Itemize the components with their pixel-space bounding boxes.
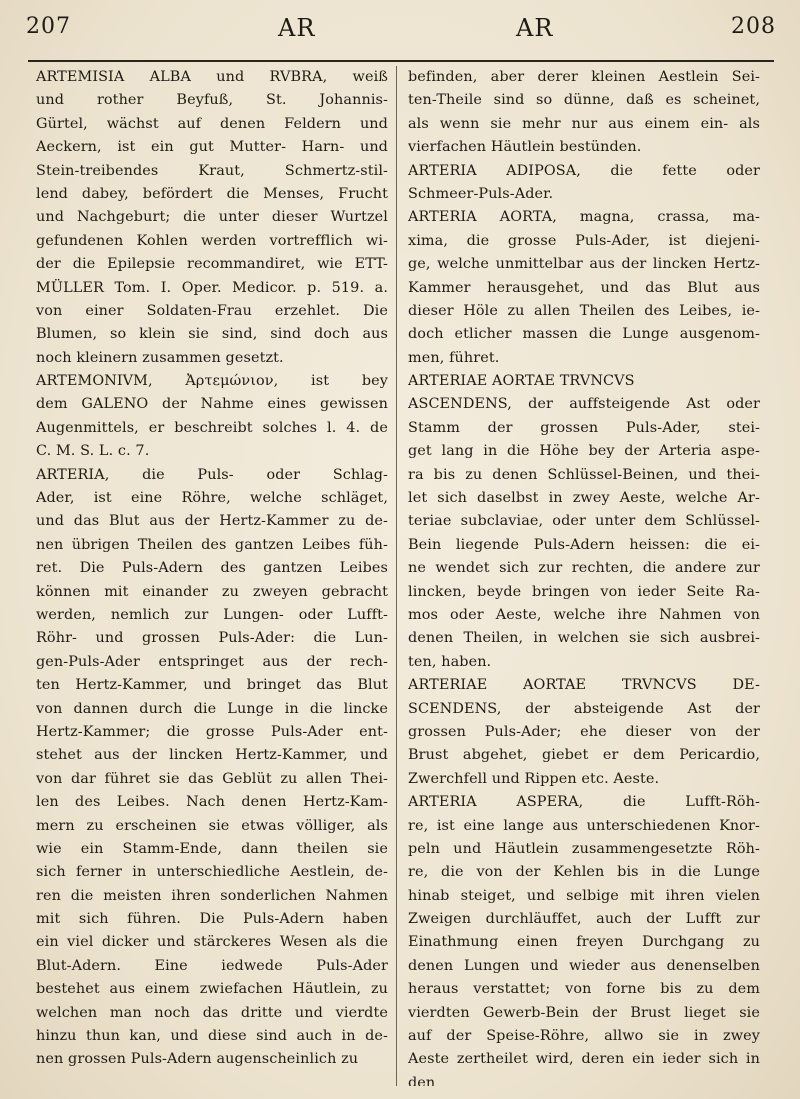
text-line: wie ein Stamm-Ende, dann theilen sie <box>36 840 388 857</box>
text-line: let sich daselbst in zwey Aeste, welche Ar- <box>408 490 760 507</box>
text-line: peln und Häutlein zusammengesetzte Röh- <box>408 840 760 857</box>
text-line: Ader, ist eine Röhre, welche schläget, <box>36 490 388 507</box>
text-line: lend dabey, befördert die Menses, Frucht <box>36 185 388 202</box>
text-line: lincken, beyde bringen von ieder Seite Ra- <box>408 583 760 600</box>
text-line: ARTERIA ASPERA, die Lufft-Röh- <box>408 794 760 811</box>
left-column <box>36 66 388 1086</box>
text-line: ARTERIA, die Puls- oder Schlag- <box>36 466 388 483</box>
text-line: ret. Die Puls-Adern des gantzen Leibes <box>36 560 388 577</box>
text-line: von dannen durch die Lunge in die lincke <box>36 700 388 717</box>
text-line: ra bis zu denen Schlüssel-Beinen, und thei- <box>408 466 760 483</box>
text-line: Stein-treibendes Kraut, Schmertz-stil- <box>36 162 388 179</box>
text-line: Zweigen durchläuffet, auch der Lufft zur <box>408 911 760 928</box>
text-line: nen grossen Puls-Adern augenscheinlich zu <box>36 1051 359 1068</box>
text-line: gen-Puls-Ader entspringet aus der rech- <box>36 653 388 670</box>
text-line: ARTEMONIVM, Ἀρτεμώνιον, ist bey <box>36 373 388 390</box>
text-line: Blut-Adern. Eine iedwede Puls-Ader <box>36 957 388 974</box>
text-line: grossen Puls-Ader; ehe dieser von der <box>408 723 760 740</box>
column-divider <box>396 66 397 1086</box>
right-column <box>408 66 760 1086</box>
text-line: Bein liegende Puls-Adern heissen: die ei- <box>408 536 760 553</box>
text-line: vierfachen Häutlein bestünden. <box>408 139 642 156</box>
text-line: Röhr- und grossen Puls-Ader: die Lun- <box>36 630 388 647</box>
text-line: von dar führet sie das Geblüt zu allen Thei- <box>36 770 388 787</box>
text-line: nen übrigen Theilen des gantzen Leibes füh- <box>36 536 388 553</box>
running-header <box>24 8 784 48</box>
text-line: ARTERIA ADIPOSA, die fette oder <box>408 162 760 179</box>
text-line: ARTERIA AORTA, magna, crassa, ma- <box>408 209 760 226</box>
text-line: von einer Soldaten-Frau erzehlet. Die <box>36 302 388 319</box>
text-line: len des Leibes. Nach denen Hertz-Kam- <box>36 794 388 811</box>
text-line: re, ist eine lange aus unterschiedenen Knor- <box>408 817 760 834</box>
text-line: stehet aus der lincken Hertz-Kammer, und <box>36 747 388 764</box>
text-line: vierdten Gewerb-Bein der Brust lieget sie <box>408 1004 760 1021</box>
text-line: ARTERIAE AORTAE TRVNCVS DE- <box>408 677 760 694</box>
text-line: re, die von der Kehlen bis in die Lunge <box>408 864 760 881</box>
text-line: heraus verstattet; von forne bis zu dem <box>408 981 760 998</box>
text-line: Kammer herausgehet, und das Blut aus <box>408 279 760 296</box>
text-line: ten, haben. <box>408 653 492 670</box>
text-line: auf der Speise-Röhre, allwo sie in zwey <box>408 1028 760 1045</box>
text-line: der die Epilepsie recommandiret, wie ETT- <box>36 256 388 273</box>
text-line: Gürtel, wächst auf denen Feldern und <box>36 115 388 132</box>
text-line: bestehet aus einem zwiefachen Häutlein, zu <box>36 981 388 998</box>
text-line: Blumen, so klein sie sind, sind doch aus <box>36 326 388 343</box>
text-line: Zwerchfell und Rippen etc. Aeste. <box>408 770 660 787</box>
text-line: hinzu thun kan, und diese sind auch in de- <box>36 1028 388 1045</box>
text-line: sich ferner in unterschiedliche Aestlein, de- <box>36 864 388 881</box>
text-line: get lang in die Höhe bey der Arteria aspe- <box>408 443 760 460</box>
text-line: Augenmittels, er beschreibt solches l. 4. de <box>36 419 388 436</box>
text-line: ARTERIAE AORTAE TRVNCVS <box>408 373 635 390</box>
text-line: doch etlicher massen die Lunge ausgenom- <box>408 326 760 343</box>
text-line: Stamm der grossen Puls-Ader, stei- <box>408 419 760 436</box>
text-line: und rother Beyfuß, St. Johannis- <box>36 92 388 109</box>
text-line: denen Lungen und wieder aus denenselben <box>408 957 760 974</box>
text-line: welchen man noch das dritte und vierdte <box>36 1004 388 1021</box>
text-line: xima, die grosse Puls-Ader, ist diejeni- <box>408 232 760 249</box>
text-line: Aeckern, ist ein gut Mutter- Harn- und <box>36 139 388 156</box>
text-line: ten-Theile sind so dünne, daß es scheinet, <box>408 92 760 109</box>
header-rule <box>28 60 774 62</box>
text-line: Brust abgehet, giebet er dem Pericardio, <box>408 747 760 764</box>
text-line: und das Blut aus der Hertz-Kammer zu de- <box>36 513 388 530</box>
text-line: Aeste zertheilet wird, deren ein ieder sich in <box>408 1051 760 1068</box>
text-line: ten Hertz-Kammer, und bringet das Blut <box>36 677 388 694</box>
text-line: mit sich führen. Die Puls-Adern haben <box>36 911 388 928</box>
text-line: den <box>408 1074 436 1086</box>
text-line: werden, nemlich zur Lungen- oder Lufft- <box>36 606 388 623</box>
text-line: gefundenen Kohlen werden vortrefflich wi- <box>36 232 388 249</box>
text-line: hinab steiget, und selbige mit ihren vielen <box>408 887 760 904</box>
text-line: befinden, aber derer kleinen Aestlein Sei- <box>408 69 760 85</box>
text-line: MÜLLER Tom. I. Oper. Medicor. p. 519. a. <box>36 279 388 296</box>
text-line: und Nachgeburt; die unter dieser Wurtzel <box>36 209 388 226</box>
text-line: ge, welche unmittelbar aus der lincken Hertz- <box>408 256 760 273</box>
text-line: ein viel dicker und stärckeres Wesen als die <box>36 934 388 951</box>
text-line: ren die meisten ihren sonderlichen Nahmen <box>36 887 388 904</box>
text-line: Einathmung einen freyen Durchgang zu <box>408 934 760 951</box>
text-line: mos oder Aeste, welche ihre Nahmen von <box>408 606 760 623</box>
page-number-right: 208 <box>731 14 776 39</box>
page-number-left: 207 <box>26 14 71 39</box>
text-line: dieser Höle zu allen Theilen des Leibes, ie- <box>408 302 760 319</box>
text-line: ne wendet sich zur rechten, die andere zur <box>408 560 760 577</box>
text-line: C. M. S. L. c. 7. <box>36 443 150 460</box>
text-line: mern zu erscheinen sie etwas völliger, als <box>36 817 388 834</box>
column-heading-left: AR <box>278 14 316 42</box>
text-line: denen Theilen, in welchen sie sich ausbrei- <box>408 630 760 647</box>
text-line: ARTEMISIA ALBA und RVBRA, weiß <box>36 69 388 85</box>
text-line: ASCENDENS, der auffsteigende Ast oder <box>408 396 760 413</box>
text-line: Schmeer-Puls-Ader. <box>408 185 554 202</box>
text-line: teriae subclaviae, oder unter dem Schlüssel- <box>408 513 760 530</box>
text-line: Hertz-Kammer; die grosse Puls-Ader ent- <box>36 723 388 740</box>
text-line: noch kleinern zusammen gesetzt. <box>36 349 284 366</box>
column-heading-right: AR <box>516 14 554 42</box>
text-line: als wenn sie mehr nur aus einem ein- als <box>408 115 760 132</box>
text-line: SCENDENS, der absteigende Ast der <box>408 700 760 717</box>
text-line: dem GALENO der Nahme eines gewissen <box>36 396 388 413</box>
text-line: können mit einander zu zweyen gebracht <box>36 583 388 600</box>
text-line: men, führet. <box>408 349 500 366</box>
